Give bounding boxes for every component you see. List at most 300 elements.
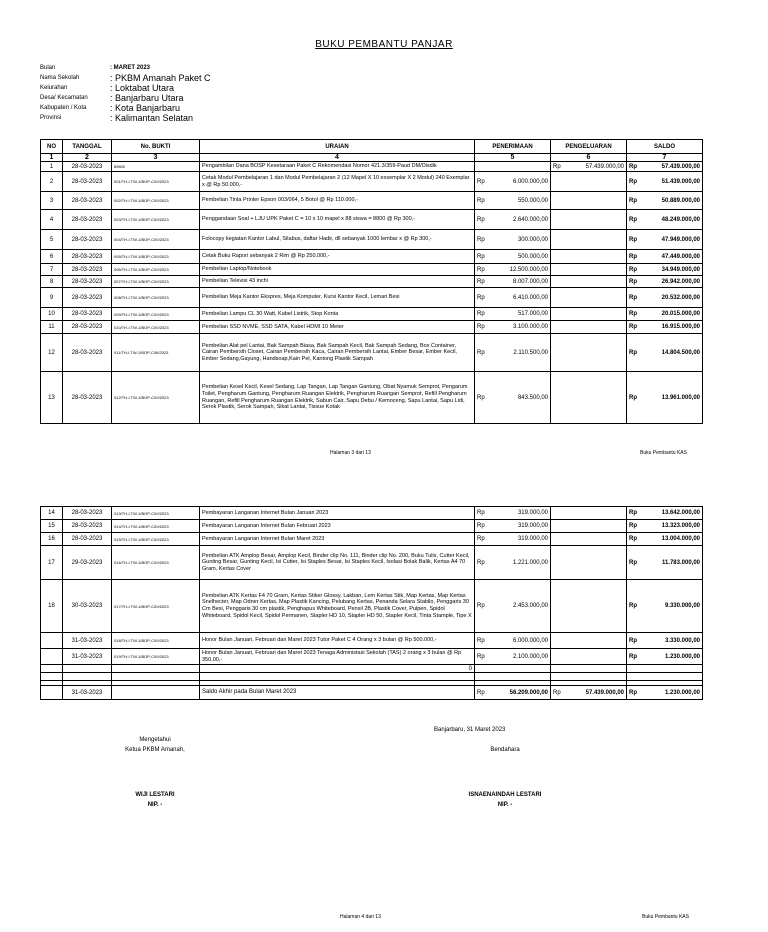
- row-description: Pembelian ATK Amplop Besar, Amplop Kecil, Binder clip No. 111, Binder clip No. 200, Buku Tulis, Cutter Kecil, Gunting Besar, Gunting Kecil, Isi Cutter, Isi Staples Besar, Isi Staples Kecil, Isolasi Bolak Balik, Kertas A4 70 Gram, Kertas Cover: [200, 546, 475, 580]
- penerimaan-currency: Rp: [475, 288, 490, 308]
- row-no: 7: [41, 264, 63, 276]
- saldo-currency: Rp: [627, 321, 642, 334]
- pengeluaran-currency: [551, 172, 566, 192]
- pengeluaran-currency: [551, 334, 566, 372]
- col-num: 7: [627, 154, 703, 162]
- page-footer-right: Buku Pembantu KAS: [640, 450, 687, 456]
- table-row: [41, 520, 703, 533]
- total-penerimaan: 56.209.000,00: [489, 686, 551, 700]
- pengeluaran-currency: [551, 192, 566, 210]
- row-date: 28-03-2023: [63, 372, 112, 424]
- ledger-table-page-3: [40, 139, 703, 424]
- row-penerimaan: 319.000,00: [489, 520, 551, 533]
- empty-cell: [63, 673, 112, 681]
- row-receipt-no: 018/TH-I.TW-1/BOP-C/III/2023: [112, 633, 200, 649]
- row-penerimaan: 6.410.000,00: [489, 288, 551, 308]
- penerimaan-currency: Rp: [475, 686, 490, 700]
- table-row: [41, 276, 703, 288]
- empty-cell: [641, 673, 703, 681]
- row-pengeluaran: [565, 633, 627, 649]
- row-description: Pembelian ATK Kertas F4 70 Gram, Kertas Stiker Glossy, Lakban, Lem Kertas Stik, Map Kertas, Map Kertas Snelhecter, Map Odner Kertas, Map Plastik Kancing, Pelubang Kertas, Penanda Selara Stabilo, Penggaris 30 Cm Besi, Penggaris 30 cm plastik, Penghapus Whiteboard, Pensil 2B, Plastik Cover, Pulpen, Spidol Whiteboard, Spidol Kecil, Spidol Permanen, Stapler HD 10, Stapler HD 50, Stapler Kecil, Tinta Stample, Tipe X: [200, 580, 475, 633]
- table-row: [41, 507, 703, 520]
- saldo-currency: Rp: [627, 162, 642, 172]
- row-penerimaan: 2.110.500,00: [489, 334, 551, 372]
- table-row: [41, 308, 703, 321]
- penerimaan-currency: Rp: [475, 372, 490, 424]
- row-description: Penggandaan Soal + LJU UPK Paket C = 10 x 10 mapel x 88 siswa = 8800 @ Rp 300,-: [200, 210, 475, 230]
- penerimaan-currency: Rp: [475, 334, 490, 372]
- pengeluaran-currency: Rp: [551, 686, 566, 700]
- page-title: BUKU PEMBANTU PANJAR: [315, 39, 453, 50]
- penerimaan-currency: [475, 162, 490, 172]
- table-row: [41, 334, 703, 372]
- row-pengeluaran: [565, 520, 627, 533]
- row-date: 29-03-2023: [63, 546, 112, 580]
- meta-label: Provinsi: [40, 115, 62, 121]
- row-receipt-no: 007/TH-I.TW-1/BOP-C/III/2023: [112, 276, 200, 288]
- pengeluaran-currency: [551, 507, 566, 520]
- row-description: Pembayaran Langanan Internet Bulan Februari 2023: [200, 520, 475, 533]
- total-date: 31-03-2023: [63, 686, 112, 700]
- empty-cell: [41, 665, 63, 673]
- empty-cell: [489, 665, 551, 673]
- row-no: 11: [41, 321, 63, 334]
- meta-info: [40, 63, 211, 123]
- saldo-currency: Rp: [627, 192, 642, 210]
- penerimaan-currency: Rp: [475, 250, 490, 264]
- saldo-currency: Rp: [627, 520, 642, 533]
- empty-cell: [565, 665, 627, 673]
- row-saldo: 13.961.000,00: [641, 372, 703, 424]
- meta-value: : Kota Banjarbaru: [110, 103, 181, 113]
- pengeluaran-currency: [551, 308, 566, 321]
- penerimaan-currency: Rp: [475, 321, 490, 334]
- col-num: 2: [63, 154, 112, 162]
- row-saldo: 57.439.000,00: [641, 162, 703, 172]
- column-number-row: [41, 154, 703, 162]
- meta-row: [40, 83, 211, 93]
- row-date: 28-03-2023: [63, 308, 112, 321]
- row-receipt-no: 015/TH-I.TW-1/BOP-C/III/2023: [112, 533, 200, 546]
- pengeluaran-currency: Rp: [551, 162, 566, 172]
- row-pengeluaran: [565, 172, 627, 192]
- row-date: 28-03-2023: [63, 507, 112, 520]
- penerimaan-currency: Rp: [475, 210, 490, 230]
- meta-label: Kelurahan: [40, 85, 68, 91]
- row-date: 28-03-2023: [63, 210, 112, 230]
- pengeluaran-currency: [551, 230, 566, 250]
- row-penerimaan: 500.000,00: [489, 250, 551, 264]
- row-saldo: 13.004.000,00: [641, 533, 703, 546]
- saldo-currency: Rp: [627, 230, 642, 250]
- sign-right-name: ISNAENAINDAH LESTARI: [468, 792, 542, 798]
- penerimaan-currency: Rp: [475, 264, 490, 276]
- row-description: Pembelian Laptop/Notebook: [200, 264, 475, 276]
- row-saldo: 13.642.000,00: [641, 507, 703, 520]
- pengeluaran-currency: [551, 633, 566, 649]
- row-receipt-no: 011/TH-I.TW-1/BOP-C/III/2023: [112, 334, 200, 372]
- row-pengeluaran: [565, 192, 627, 210]
- row-no: 1: [41, 162, 63, 172]
- row-saldo: 13.323.000,00: [641, 520, 703, 533]
- row-description: Folocopy kegiatan Kantor Labul, Silabus, daftar Hadir, dll sebanyak 1000 lembar x @ Rp 300,-: [200, 230, 475, 250]
- meta-value: : PKBM Amanah Paket C: [110, 73, 211, 83]
- empty-cell: [475, 665, 490, 673]
- row-no: 4: [41, 210, 63, 230]
- row-no: 18: [41, 580, 63, 633]
- col-num: 4: [200, 154, 475, 162]
- row-receipt-no: 009/TH-I.TW-1/BOP-C/III/2023: [112, 308, 200, 321]
- row-no: 9: [41, 288, 63, 308]
- meta-row: [40, 113, 211, 123]
- table-row: [41, 649, 703, 665]
- pengeluaran-currency: [551, 533, 566, 546]
- empty-cell: [475, 673, 490, 681]
- pengeluaran-currency: [551, 288, 566, 308]
- row-receipt-no: 019/TH-I.TW-1/BOP-C/III/2023: [112, 649, 200, 665]
- meta-row: [40, 73, 211, 83]
- sign-left-nip: NIP. -: [147, 802, 163, 808]
- empty-cell: [489, 673, 551, 681]
- row-penerimaan: 2.640.000,00: [489, 210, 551, 230]
- row-saldo: 20.532.000,00: [641, 288, 703, 308]
- sign-left-role: Ketua PKBM Amanah,: [125, 747, 185, 753]
- col-pengeluaran: PENGELUARAN: [551, 140, 627, 154]
- pengeluaran-currency: [551, 321, 566, 334]
- row-penerimaan: 517.000,00: [489, 308, 551, 321]
- col-penerimaan: PENERIMAAN: [475, 140, 551, 154]
- col-uraian: URAIAN: [200, 140, 475, 154]
- row-description: Honor Bulan Januari, Februari dan Maret 2023 Tutor Paket C 4 Orang x 3 bulan @ Rp 500.000,-: [200, 633, 475, 649]
- row-date: 28-03-2023: [63, 264, 112, 276]
- ledger-table-page-4: [40, 506, 703, 700]
- row-receipt-no: 008/TH-I.TW-1/BOP-C/III/2023: [112, 288, 200, 308]
- col-num: 1: [41, 154, 63, 162]
- saldo-currency: Rp: [627, 533, 642, 546]
- total-row: [41, 686, 703, 700]
- row-penerimaan: 319.000,00: [489, 533, 551, 546]
- meta-value: : Loktabat Utara: [110, 83, 175, 93]
- row-no: 15: [41, 520, 63, 533]
- empty-cell: [565, 673, 627, 681]
- total-no: [41, 686, 63, 700]
- saldo-currency: Rp: [627, 264, 642, 276]
- total-pengeluaran: 57.439.000,00: [565, 686, 627, 700]
- row-receipt-no: 001/TH-I.TW-1/BOP-C/III/2023: [112, 172, 200, 192]
- pengeluaran-currency: [551, 210, 566, 230]
- penerimaan-currency: Rp: [475, 192, 490, 210]
- pengeluaran-currency: [551, 250, 566, 264]
- row-description: Pembelian Televisi 43 inchi: [200, 276, 475, 288]
- row-penerimaan: 843.500,00: [489, 372, 551, 424]
- row-no: 2: [41, 172, 63, 192]
- table-row: [41, 633, 703, 649]
- table-row: [41, 192, 703, 210]
- total-saldo: 1.230.000,00: [641, 686, 703, 700]
- saldo-currency: Rp: [627, 633, 642, 649]
- sign-right-nip: NIP. -: [497, 802, 513, 808]
- row-receipt-no: 017/TH-I.TW-1/BOP-C/III/2023: [112, 580, 200, 633]
- empty-cell: [627, 665, 642, 673]
- row-penerimaan: 2.453.000,00: [489, 580, 551, 633]
- meta-value: : MARET 2023: [110, 65, 151, 71]
- row-no: 6: [41, 250, 63, 264]
- row-saldo: 1.230.000,00: [641, 649, 703, 665]
- row-date: 28-03-2023: [63, 533, 112, 546]
- table-row: [41, 230, 703, 250]
- row-receipt-no: 004/TH-I.TW-1/BOP-C/III/2023: [112, 230, 200, 250]
- table-row: [41, 210, 703, 230]
- row-pengeluaran: [565, 580, 627, 633]
- table-row: [41, 533, 703, 546]
- row-no: 13: [41, 372, 63, 424]
- row-description: Pengambilan Dana BOSP Kesetaraan Paket C Rekomendasi Nomor 421.3/359-Paud DM/Disdik: [200, 162, 475, 172]
- pengeluaran-currency: [551, 276, 566, 288]
- saldo-currency: Rp: [627, 276, 642, 288]
- empty-cell: [112, 673, 200, 681]
- page-footer-left: Halaman 4 dari 13: [340, 914, 381, 920]
- row-date: 28-03-2023: [63, 172, 112, 192]
- row-description: Cetak Buku Rapori sebanyak 2 Rim @ Rp 250.000,-: [200, 250, 475, 264]
- row-pengeluaran: [565, 288, 627, 308]
- row-receipt-no: 006/TH-I.TW-1/BOP-C/III/2023: [112, 264, 200, 276]
- row-penerimaan: 2.100.000,00: [489, 649, 551, 665]
- col-num: 3: [112, 154, 200, 162]
- row-date: 28-03-2023: [63, 230, 112, 250]
- row-date: 31-03-2023: [63, 649, 112, 665]
- penerimaan-currency: Rp: [475, 649, 490, 665]
- row-no: 14: [41, 507, 63, 520]
- row-pengeluaran: [565, 264, 627, 276]
- place-date: Banjarbaru, 31 Maret 2023: [434, 727, 506, 733]
- row-saldo: 20.015.000,00: [641, 308, 703, 321]
- total-receipt: [112, 686, 200, 700]
- row-penerimaan: 3.100.000,00: [489, 321, 551, 334]
- saldo-currency: Rp: [627, 288, 642, 308]
- pengeluaran-currency: [551, 649, 566, 665]
- row-receipt-no: 002/TH-I.TW-1/BOP-C/III/2023: [112, 192, 200, 210]
- saldo-currency: Rp: [627, 334, 642, 372]
- header-row: [41, 140, 703, 154]
- row-pengeluaran: [565, 210, 627, 230]
- row-saldo: 34.949.000,00: [641, 264, 703, 276]
- pengeluaran-currency: [551, 372, 566, 424]
- row-pengeluaran: [565, 372, 627, 424]
- row-description: Pembelian Tinta Printer Epson 003/064, 5 Botol @ Rp 110.000,-: [200, 192, 475, 210]
- sign-left-title: Mengetahui: [139, 737, 171, 743]
- empty-cell: [112, 665, 200, 673]
- row-penerimaan: 1.221.000,00: [489, 546, 551, 580]
- table-row: [41, 162, 703, 172]
- col-saldo: SALDO: [627, 140, 703, 154]
- saldo-currency: Rp: [627, 372, 642, 424]
- row-saldo: 26.942.000,00: [641, 276, 703, 288]
- row-no: [41, 633, 63, 649]
- row-date: 28-03-2023: [63, 321, 112, 334]
- meta-value: : Banjarbaru Utara: [110, 93, 184, 103]
- empty-row: [41, 665, 703, 673]
- meta-row: [40, 93, 211, 103]
- col-bukti: No. BUKTI: [112, 140, 200, 154]
- row-receipt-no: 014/TH-I.TW-1/BOP-C/III/2023: [112, 520, 200, 533]
- row-pengeluaran: [565, 321, 627, 334]
- row-date: 28-03-2023: [63, 250, 112, 264]
- table-row: [41, 580, 703, 633]
- meta-row: [40, 103, 211, 113]
- col-tanggal: TANGGAL: [63, 140, 112, 154]
- row-penerimaan: 550.000,00: [489, 192, 551, 210]
- row-no: 3: [41, 192, 63, 210]
- saldo-currency: Rp: [627, 210, 642, 230]
- saldo-currency: Rp: [627, 686, 642, 700]
- row-description: Pembelian Meja Kantor Ekspres, Meja Komputer, Kursi Kantor Kecil, Lemari Besi: [200, 288, 475, 308]
- row-no: [41, 649, 63, 665]
- penerimaan-currency: Rp: [475, 507, 490, 520]
- row-penerimaan: 300.000,00: [489, 230, 551, 250]
- row-receipt-no: 005/TH-I.TW-1/BOP-C/III/2023: [112, 250, 200, 264]
- row-saldo: 11.783.000,00: [641, 546, 703, 580]
- row-description: Pembelian Alat pel Lantai, Bak Sampah Biasa, Bak Sampah Kecil, Bak Sampah Sedang, Box Container, Cairan Pembersih Closet, Cairan Pembersih Kaca, Cairan Pembersih Lantai, Ember Besar, Ember Kecil, Ember Sedang,Gayung, Handsoap,Kain Pel, Kantong Plastik Sampah: [200, 334, 475, 372]
- page-footer-right: Buku Pembantu KAS: [642, 914, 689, 920]
- row-penerimaan: 6.000.000,00: [489, 172, 551, 192]
- penerimaan-currency: Rp: [475, 276, 490, 288]
- empty-cell: [63, 665, 112, 673]
- row-description: Pembelian SSD NVME, SSD SATA, Kabel HDMI 10 Meter: [200, 321, 475, 334]
- table-row: [41, 172, 703, 192]
- row-description: Cetak Modul Pembelajaran 1 dan Modul Pembelajaran 2 (12 Mapel X 10 exsemplar X 2 Modul) 240 Exemplar x @ Rp 50.000,-: [200, 172, 475, 192]
- row-saldo: 47.949.000,00: [641, 230, 703, 250]
- row-pengeluaran: [565, 546, 627, 580]
- row-date: 28-03-2023: [63, 276, 112, 288]
- row-description: Pembelian Kesel Kecil, Kesel Sedang, Lap Tangan, Lap Tangan Gantung, Obat Nyamuk Semprot, Pengarum Toilet, Pengharum Gantung, Pengharum Ruangan Elektrik, Pengharum Ruangan Semprot, Refill Pengharum Ruangan, Refill Pengharum Ruangan Elektrik, Sabun Cair, Sapu Debu / Kemoceng, Sapu Lantai, Sapu Lidi, Serok Plastik, Serok Sampah, Sikat Lantai, Tissue Kotak: [200, 372, 475, 424]
- row-receipt-no: 003/TH-I.TW-1/BOP-C/III/2023: [112, 210, 200, 230]
- row-pengeluaran: [565, 250, 627, 264]
- row-pengeluaran: 57.439.000,00: [565, 162, 627, 172]
- saldo-currency: Rp: [627, 250, 642, 264]
- saldo-currency: Rp: [627, 172, 642, 192]
- row-penerimaan: 8.007.000,00: [489, 276, 551, 288]
- penerimaan-currency: Rp: [475, 172, 490, 192]
- table-row: [41, 372, 703, 424]
- row-receipt-no: 016/TH-I.TW-1/BOP-C/III/2023: [112, 546, 200, 580]
- row-saldo: 14.804.500,00: [641, 334, 703, 372]
- empty-row: [41, 673, 703, 681]
- saldo-currency: Rp: [627, 308, 642, 321]
- row-saldo: 51.439.000,00: [641, 172, 703, 192]
- saldo-currency: Rp: [627, 546, 642, 580]
- row-no: 12: [41, 334, 63, 372]
- row-pengeluaran: [565, 334, 627, 372]
- row-date: 31-03-2023: [63, 633, 112, 649]
- row-penerimaan: 12.500.000,00: [489, 264, 551, 276]
- row-date: 28-03-2023: [63, 288, 112, 308]
- row-no: 16: [41, 533, 63, 546]
- row-saldo: 50.889.000,00: [641, 192, 703, 210]
- row-saldo: 48.249.000,00: [641, 210, 703, 230]
- total-description: Saldo Akhir pada Bulan Maret 2023: [200, 686, 475, 700]
- row-no: 10: [41, 308, 63, 321]
- penerimaan-currency: Rp: [475, 580, 490, 633]
- row-description: Pembelian Lampu CL 30 Watt, Kabel Listrik, Stop Konta: [200, 308, 475, 321]
- empty-cell: [41, 673, 63, 681]
- saldo-currency: Rp: [627, 507, 642, 520]
- row-saldo: 47.449.000,00: [641, 250, 703, 264]
- pengeluaran-currency: [551, 580, 566, 633]
- pengeluaran-currency: [551, 546, 566, 580]
- penerimaan-currency: Rp: [475, 520, 490, 533]
- row-receipt-no: 013/TH-I.TW-1/BOP-C/III/2023: [112, 507, 200, 520]
- row-receipt-no: 010/TH-I.TW-1/BOP-C/III/2023: [112, 321, 200, 334]
- penerimaan-currency: Rp: [475, 308, 490, 321]
- empty-cell: [627, 673, 642, 681]
- col-no: NO: [41, 140, 63, 154]
- row-date: 28-03-2023: [63, 520, 112, 533]
- table-row: [41, 321, 703, 334]
- row-date: 28-03-2023: [63, 192, 112, 210]
- row-penerimaan: [489, 162, 551, 172]
- meta-value: : Kalimantan Selatan: [110, 113, 194, 123]
- row-penerimaan: 6.000.000,00: [489, 633, 551, 649]
- row-saldo: 3.330.000,00: [641, 633, 703, 649]
- row-pengeluaran: [565, 308, 627, 321]
- sign-left-name: WIJI LESTARI: [135, 792, 175, 798]
- empty-cell: [551, 673, 566, 681]
- meta-label: Kabupaten / Kota: [40, 105, 87, 111]
- row-receipt-no: 012/TH-I.TW-1/BOP-C/III/2023: [112, 372, 200, 424]
- table-row: [41, 250, 703, 264]
- row-receipt-no: 89600: [112, 162, 200, 172]
- meta-label: Nama Sekolah: [40, 75, 80, 81]
- empty-cell: [200, 673, 475, 681]
- table-row: [41, 288, 703, 308]
- row-saldo: 9.330.000,00: [641, 580, 703, 633]
- row-description: Honor Bulan Januari, Februari dan Maret 2023 Tenaga Administasi Sekolah (TAS) 2 orang x 3 bulan @ Rp 350.00,-: [200, 649, 475, 665]
- penerimaan-currency: Rp: [475, 230, 490, 250]
- penerimaan-currency: Rp: [475, 533, 490, 546]
- page-footer-left: Halaman 3 dari 13: [330, 450, 371, 456]
- empty-cell: [551, 665, 566, 673]
- saldo-currency: Rp: [627, 649, 642, 665]
- penerimaan-currency: Rp: [475, 546, 490, 580]
- row-pengeluaran: [565, 230, 627, 250]
- row-saldo: 16.915.000,00: [641, 321, 703, 334]
- meta-label: Bulan: [40, 65, 56, 71]
- table-row: [41, 546, 703, 580]
- col-num: 6: [551, 154, 627, 162]
- table-row: [41, 264, 703, 276]
- penerimaan-currency: Rp: [475, 633, 490, 649]
- row-date: 28-03-2023: [63, 334, 112, 372]
- zero-value: 0: [200, 665, 475, 673]
- pengeluaran-currency: [551, 520, 566, 533]
- pengeluaran-currency: [551, 264, 566, 276]
- meta-label: Desa/ Kecamatan: [40, 95, 88, 101]
- row-date: 30-03-2023: [63, 580, 112, 633]
- row-no: 8: [41, 276, 63, 288]
- row-no: 17: [41, 546, 63, 580]
- saldo-currency: Rp: [627, 580, 642, 633]
- col-num: 5: [475, 154, 551, 162]
- row-pengeluaran: [565, 507, 627, 520]
- meta-row: [40, 63, 211, 73]
- row-pengeluaran: [565, 533, 627, 546]
- row-description: Pembayaran Langanan Internet Bulan Maret 2023: [200, 533, 475, 546]
- row-no: 5: [41, 230, 63, 250]
- sign-right-role: Bendahara: [490, 747, 520, 753]
- row-penerimaan: 319.000,00: [489, 507, 551, 520]
- row-pengeluaran: [565, 649, 627, 665]
- row-date: 28-03-2023: [63, 162, 112, 172]
